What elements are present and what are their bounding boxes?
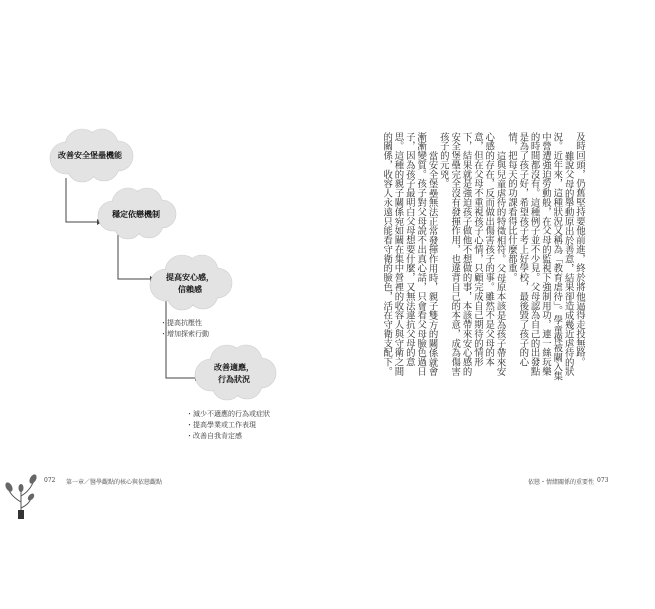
node-label-line: 改善安全堡壘機能 xyxy=(58,151,122,160)
left-page-number: 072 xyxy=(44,477,56,484)
node-label-2 xyxy=(93,209,179,221)
right-running-head: 依戀・情緒關係的重要性 xyxy=(528,479,595,486)
cloud-node-4 xyxy=(190,342,278,402)
bullet-item: ・提高抗壓性 xyxy=(160,319,202,327)
bullet-item: ・改善自我肯定感 xyxy=(186,432,242,440)
node-label-3 xyxy=(145,272,235,296)
plant-decoration-icon xyxy=(4,470,38,520)
node-label-1 xyxy=(44,150,136,162)
node-label-4 xyxy=(190,362,278,386)
body-paragraph: 這與兒童虐待的特徵相符。父母原本該是為孩子帶來安心感的存在，反而做出傷害孩子的事。雖然不是父母的本意，但在父母不重視孩子心情，只顧完成自己期待的情形下，結果就是強迫孩子做他不想做的事，本該帶來安心感的安全堡壘完全沒有發揮作用，也違背自己的本意，成為傷害孩子的元兇。 xyxy=(437,132,506,377)
node-label-line: 改善適應， xyxy=(214,363,254,372)
cloud-node-1 xyxy=(44,126,136,184)
bullet-list-2 xyxy=(186,409,270,442)
node-label-line: 行為狀況 xyxy=(218,375,250,384)
left-running-head: 第一章／醫學觀點的核心與依戀觀點 xyxy=(66,479,163,486)
body-paragraph: 雖說父母的舉動原出於善意，結果卻造成幾近虐待的狀況。近年來，這種狀況又稱為「教育虐待」。學童像被關入集中營遭強迫勞動般，在父母的監視下強制用功，連一絲玩樂的時間都沒有。這種例子並不少見。父母認為自己的出發點是為了孩子好，希望孩子考上好學校，最後毀了孩子的心情，把每天的功課看得比什麼都重。 xyxy=(505,132,574,381)
node-label-line: 信賴感 xyxy=(178,285,202,294)
cloud-node-2 xyxy=(93,185,179,241)
node-label-line: 穩定依戀機制 xyxy=(112,210,160,219)
bullet-item: ・提高學業或工作表現 xyxy=(186,421,256,429)
right-page-number: 073 xyxy=(597,477,609,484)
bullet-item: ・減少不適應的行為或症狀 xyxy=(186,410,270,418)
body-paragraph: 及時回頭，仍舊堅持要他前進，終於將他逼得走投無路。 xyxy=(574,132,585,367)
right-page-body xyxy=(375,132,585,382)
cloud-node-3 xyxy=(145,252,235,312)
node-label-line: 提高安心感， xyxy=(166,273,214,282)
body-paragraph: 當安全堡壘無法正常發揮作用時，親子雙方的關係就會漸漸變質。孩子對父母說不出真心話，只會看父母臉色過日子，因為孩子最明白父母想要什麼，又無法違抗父母的意思。這種的親子關係宛如關在集中營裡的收容人與守衛之間的關係，收容人永遠只能看守衛的臉色，活在守衛支配下。 xyxy=(381,132,438,377)
bullet-item: ・增加探索行動 xyxy=(160,330,209,338)
bullet-list-1 xyxy=(160,318,209,340)
